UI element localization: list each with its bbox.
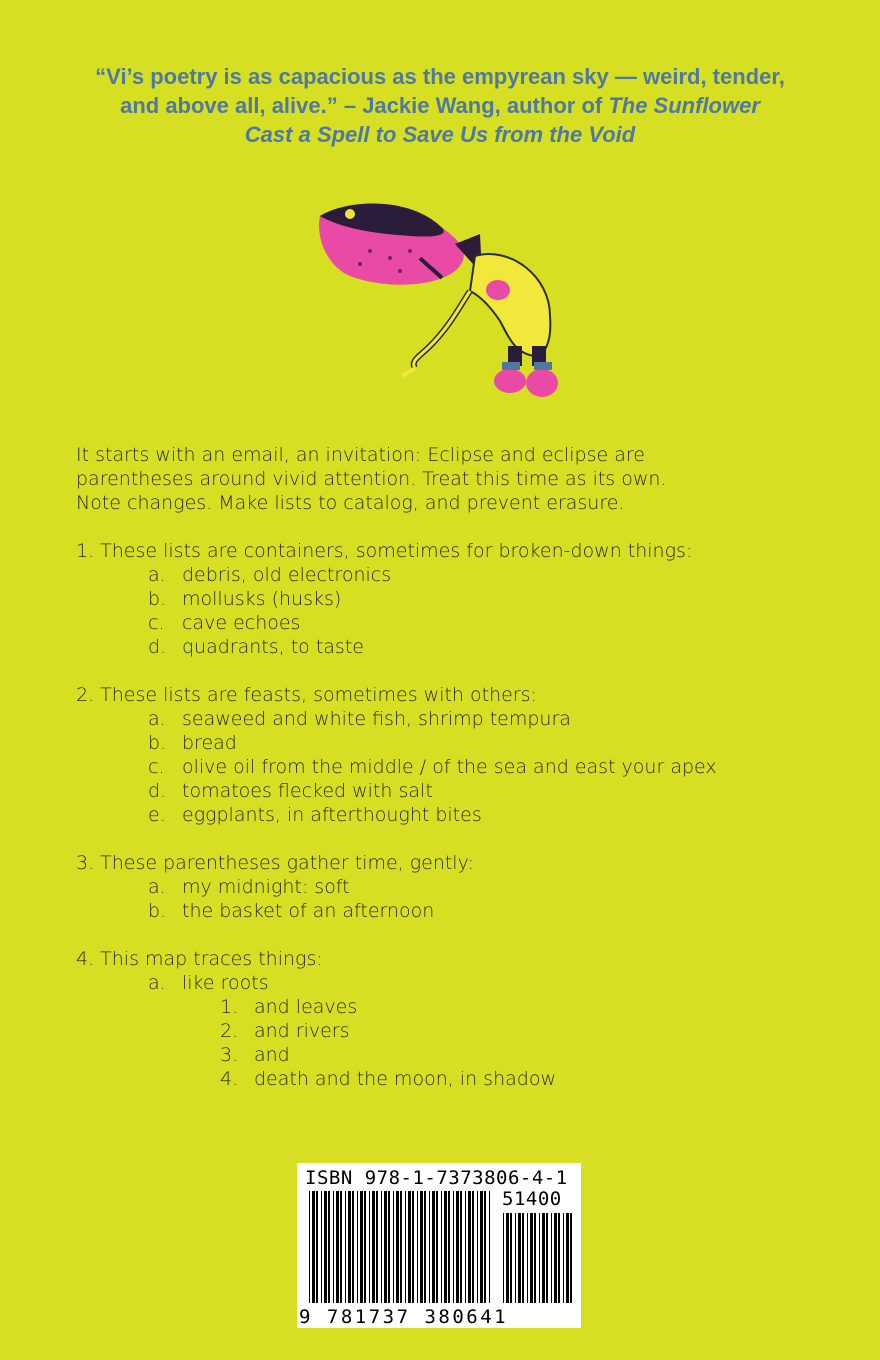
blurb-line-2-plain: and above all, alive.” – Jackie Wang, author of xyxy=(120,93,609,118)
list-subitem-text: death and the moon, in shadow xyxy=(254,1068,556,1090)
list-marker: b. xyxy=(148,732,167,754)
list-marker: a. xyxy=(148,708,166,730)
list-item xyxy=(76,587,846,611)
blurb-line-2 xyxy=(40,91,840,120)
list-marker: b. xyxy=(148,588,167,610)
list-item xyxy=(76,707,846,731)
list-marker: a. xyxy=(148,564,166,586)
list-item xyxy=(76,875,846,899)
intro-paragraph xyxy=(76,443,846,515)
list-marker: c. xyxy=(148,612,165,634)
list-item xyxy=(76,803,846,827)
blurb-book-title-part-2: Cast a Spell to Save Us from the Void xyxy=(244,122,636,147)
list-item-text: debris, old electronics xyxy=(182,564,392,586)
list-item-text: olive oil from the middle / of the sea and east your apex xyxy=(182,756,717,778)
list-heading xyxy=(76,683,846,707)
intro-line: Note changes. Make lists to catalog, and prevent erasure. xyxy=(76,492,625,514)
list-item xyxy=(76,755,846,779)
list-subitem-text: and rivers xyxy=(254,1020,350,1042)
list-item-text: bread xyxy=(182,732,237,754)
back-cover-text xyxy=(76,443,846,1115)
list-item-text: seaweed and white fish, shrimp tempura xyxy=(182,708,571,730)
list-marker: 1. xyxy=(220,996,239,1018)
list-heading xyxy=(76,851,846,875)
pufferfish-figure-illustration xyxy=(310,196,570,411)
list-subitem xyxy=(76,995,846,1019)
list-map xyxy=(76,947,846,1091)
list-heading-text: This map traces things: xyxy=(100,948,323,970)
list-marker: c. xyxy=(148,756,165,778)
blurb-book-title-part-1: The Sunflower xyxy=(608,93,760,118)
list-item-text: tomatoes flecked with salt xyxy=(182,780,433,802)
list-item xyxy=(76,635,846,659)
list-item-text: eggplants, in afterthought bites xyxy=(182,804,482,826)
list-heading-text: These lists are feasts, sometimes with others: xyxy=(100,684,537,706)
intro-line: parentheses around vivid attention. Treat this time as its own. xyxy=(76,468,667,490)
list-marker: 2. xyxy=(76,684,95,706)
list-marker: 3. xyxy=(220,1044,239,1066)
list-heading-text: These parentheses gather time, gently: xyxy=(100,852,474,874)
list-subitem-text: and xyxy=(254,1044,290,1066)
barcode-bars xyxy=(297,1163,581,1328)
list-item xyxy=(76,899,846,923)
list-marker: 2. xyxy=(220,1020,239,1042)
list-item xyxy=(76,563,846,587)
list-subitem xyxy=(76,1067,846,1091)
list-subitem xyxy=(76,1019,846,1043)
list-item xyxy=(76,611,846,635)
list-item xyxy=(76,779,846,803)
list-item xyxy=(76,971,846,995)
list-subitem xyxy=(76,1043,846,1067)
list-marker: a. xyxy=(148,972,166,994)
list-marker: 3. xyxy=(76,852,95,874)
list-marker: d. xyxy=(148,780,167,802)
isbn-label: ISBN 978-1-7373806-4-1 xyxy=(305,1167,568,1189)
list-heading xyxy=(76,947,846,971)
list-item-text: cave echoes xyxy=(182,612,301,634)
list-item-text: like roots xyxy=(182,972,269,994)
list-item xyxy=(76,731,846,755)
ean-digits: 9 781737 380641 xyxy=(299,1306,509,1328)
list-item-text: mollusks (husks) xyxy=(182,588,342,610)
list-marker: a. xyxy=(148,876,166,898)
list-heading xyxy=(76,539,846,563)
list-subitem-text: and leaves xyxy=(254,996,358,1018)
list-item-text: the basket of an afternoon xyxy=(182,900,435,922)
list-marker: 4. xyxy=(220,1068,239,1090)
list-marker: e. xyxy=(148,804,166,826)
price-code: 51400 xyxy=(502,1188,562,1210)
list-containers xyxy=(76,539,846,659)
blurb-line-1: “Vi’s poetry is as capacious as the empyrean sky — weird, tender, xyxy=(95,64,785,89)
list-item-text: quadrants, to taste xyxy=(182,636,364,658)
list-marker: d. xyxy=(148,636,167,658)
list-marker: b. xyxy=(148,900,167,922)
list-parentheses xyxy=(76,851,846,923)
list-marker: 1. xyxy=(76,540,95,562)
list-marker: 4. xyxy=(76,948,95,970)
back-cover-blurb xyxy=(40,62,840,149)
list-item-text: my midnight: soft xyxy=(182,876,350,898)
intro-line: It starts with an email, an invitation: Eclipse and eclipse are xyxy=(76,444,645,466)
isbn-barcode xyxy=(297,1163,581,1328)
list-heading-text: These lists are containers, sometimes for broken-down things: xyxy=(100,540,693,562)
list-feasts xyxy=(76,683,846,827)
